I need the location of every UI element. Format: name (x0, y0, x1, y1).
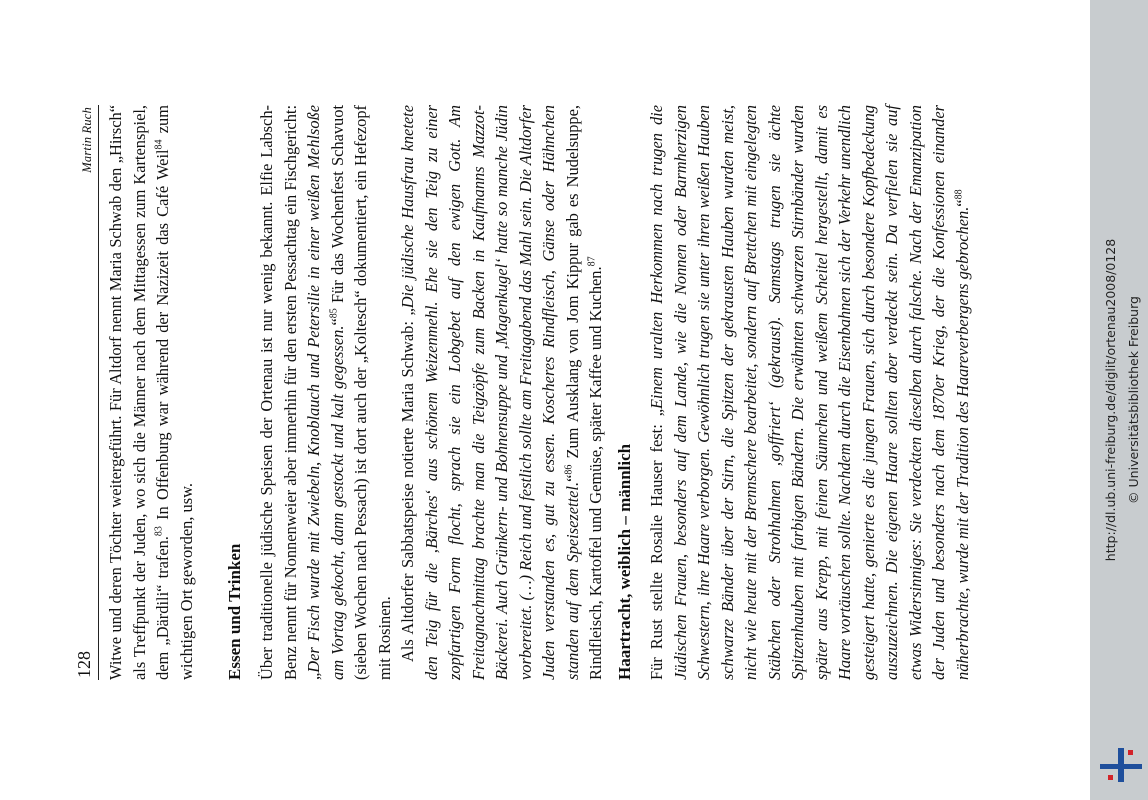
paragraph-text: Witwe und deren Töchter weitergeführt. Für Altdorf nennt Maria Schwab den „Hirsch“ als Treffpunkt der Juden, wo sich die Männer nach dem Mittagessen zum Kartenspiel, dem „Därdili“ trafen.$^{83}$ In Offenburg war während der Nazizeit das Café Weil$^{84}$ zum wichtigen Ort geworden, usw. (106, 105, 196, 680)
logo-shape (1118, 748, 1124, 782)
footnote-marker[interactable]: 86 (563, 464, 575, 475)
copyright-notice: © Universitätsbibliothek Freiburg (1126, 296, 1141, 504)
paragraph-intro (104, 105, 198, 680)
quote: Die jüdische Hausfrau knetete den Teig für die ‚Bärches‘ aus schönem Weizenmehl. Ehe sie den Teig zu einer zopfartigen Form flocht, sprach sie ein Lobgebet auf den ewigen Gott. Am Freitagnachmittag brachte man die Teigzöpfe zum Backen in Kaufmanns Mazzot-Bäckerei. Auch Grünkern- und Bohnensuppe und ‚Magenkugel‘ hatte so manche Jüdin vorbereitet. (…) Reich und festlich sollte am Freitagabend das Mahl sein. Die Altdorfer Juden verstanden es, gut zu essen. Koscheres Rindfleisch, Gänse oder Hähnchen standen auf dem Speisezettel. (398, 105, 582, 680)
section-body-essen (255, 105, 608, 680)
logo-shape (1128, 750, 1133, 755)
quote: Einem uralten Herkommen nach trugen die Jüdischen Frauen, besonders auf dem Lande, wie die Nonnen oder Barmherzigen Schwestern, ihre Haare verborgen. Gewöhnlich trugen sie unter ihren weißen Hauben schwarze Bänder über der Stirn, die Spitzen der gekrausten Hauben wurden meist, nicht wie heute mit der Brennschere bearbeitet, sondern auf Brettchen mit eingelegten Stäbchen oder Strohhalmen ‚goffriert‘ (gekraust). Samstags trugen sie ächte Spitzenhauben mit farbigen Bändern. Die erwähnten schwarzen Stirnbänder wurden später aus Krepp, mit feinen Säumchen und weißem Scheitel hergestellt, damit es Haare vortäuschen sollte. Nachdem durch die Eisenbahnen sich der Verkehr unendlich gesteigert hatte, genierte es die jungen Frauen, sich durch besondere Kopfbedeckung auszuzeichnen. Die eigenen Haare sollten aber verdeckt sein. Da verfielen sie auf etwas Widersinniges: Sie verdeckten dieselben durch falsche. Nach der Emanzipation der Juden und besonders nach dem 1870er Krieg, der die Konfessionen einander näherbrachte, wurde mit der Tradition des Haareverbergens gebrochen. (647, 105, 972, 680)
section-body-haartracht (645, 105, 974, 680)
paragraph-text: Über traditionelle jüdische Speisen der Ortenau ist nur wenig bekannt. Elfie Labsch-Benz nennt für Nonnenweier aber immerhin für den ersten Pessachtag ein Fischgericht: „Der Fisch wurde mit Zwiebeln, Knoblauch und Petersilie in einer weißen Mehlsoße am Vortag gekocht, dann gestockt und kalt gegessen.“$^{85}$ Für das Wochenfest Schavuot (sieben Wochen nach Pessach) ist dort auch der „Koltesch“ dokumentiert, ein Hefezopf mit Rosinen. Als Altdorfer Sabbatspeise notierte Maria Schwab: „Die jüdische Hausfrau knetete den Teig für die ‚Bärches‘ aus schönem Weizenmehl. Ehe sie den Teig zu einer zopfartigen Form flocht, sprach sie ein Lobgebet auf den ewigen Gott. Am Freitagnachmittag brachte man die Teigzöpfe zum Backen in Kaufmanns Mazzot-Bäckerei. Auch Grünkern- und Bohnensuppe und ‚Magenkugel‘ hatte so manche Jüdin vorbereitet. (…) Reich und festlich sollte am Freitagabend das Mahl sein. Die Altdorfer Juden verstanden es, gut zu essen. Koscheres Rindfleisch, Gänse oder Hähnchen standen auf dem Speisezettel.“$^{86}$ Zum Ausklang von Jom Kippur gab es Nudelsuppe, Rindfleisch, Kartoffel und Gemüse, später Kaffee und Kuchen.$^{87}$ (257, 104, 605, 680)
footnote-marker[interactable]: 85 (328, 308, 340, 319)
page-header (76, 105, 99, 680)
logo-shape (1108, 775, 1113, 780)
page-number: 128 (74, 651, 94, 678)
ub-freiburg-logo-icon[interactable] (1098, 742, 1144, 788)
section-heading-haartracht: Haartracht, weiblich – männlich (615, 443, 634, 680)
footnote-marker[interactable]: 84 (153, 139, 165, 150)
footnote-marker[interactable]: 87 (586, 256, 598, 267)
footnote-marker[interactable]: 88 (953, 189, 965, 200)
paragraph-text: Für Rust stellte Rosalie Hauser fest: „Einem uralten Herkommen nach trugen die Jüdischen Frauen, besonders auf dem Lande, wie die Nonnen oder Barmherzigen Schwestern, ihre Haare verborgen. Gewöhnlich trugen sie unter ihren weißen Hauben schwarze Bänder über der Stirn, die Spitzen der gekrausten Hauben wurden meist, nicht wie heute mit der Brennschere bearbeitet, sondern auf Brettchen mit eingelegten Stäbchen oder Strohhalmen ‚goffriert‘ (gekraust). Samstags trugen sie ächte Spitzenhauben mit farbigen Bändern. Die erwähnten schwarzen Stirnbänder wurden später aus Krepp, mit feinen Säumchen und weißem Scheitel hergestellt, damit es Haare vortäuschen sollte. Nachdem durch die Eisenbahnen sich der Verkehr unendlich gesteigert hatte, genierte es die jungen Frauen, sich durch besondere Kopfbedeckung auszuzeichnen. Die eigenen Haare sollten aber verdeckt sein. Da verfielen sie auf etwas Widersinniges: Sie verdeckten dieselben durch falsche. Nach der Emanzipation der Juden und besonders nach dem 1870er Krieg, der die Konfessionen einander näherbrachte, wurde mit der Tradition des Haareverbergens gebrochen.“$^{88}$ (647, 105, 972, 680)
logo-shape (1124, 764, 1142, 769)
quote: Der Fisch wurde mit Zwiebeln, Knoblauch und Petersilie in einer weißen Mehlsoße am Vortag gekocht, dann gestockt und kalt gegessen. (304, 105, 347, 680)
running-head: Martin Ruch (80, 107, 94, 173)
section-heading-essen: Essen und Trinken (225, 543, 244, 680)
logo-shape (1100, 764, 1118, 769)
source-url-link[interactable]: http://dl.ub.uni-freiburg.de/diglit/ortenau2008/0128 (1103, 238, 1118, 562)
footnote-marker[interactable]: 83 (153, 526, 165, 537)
